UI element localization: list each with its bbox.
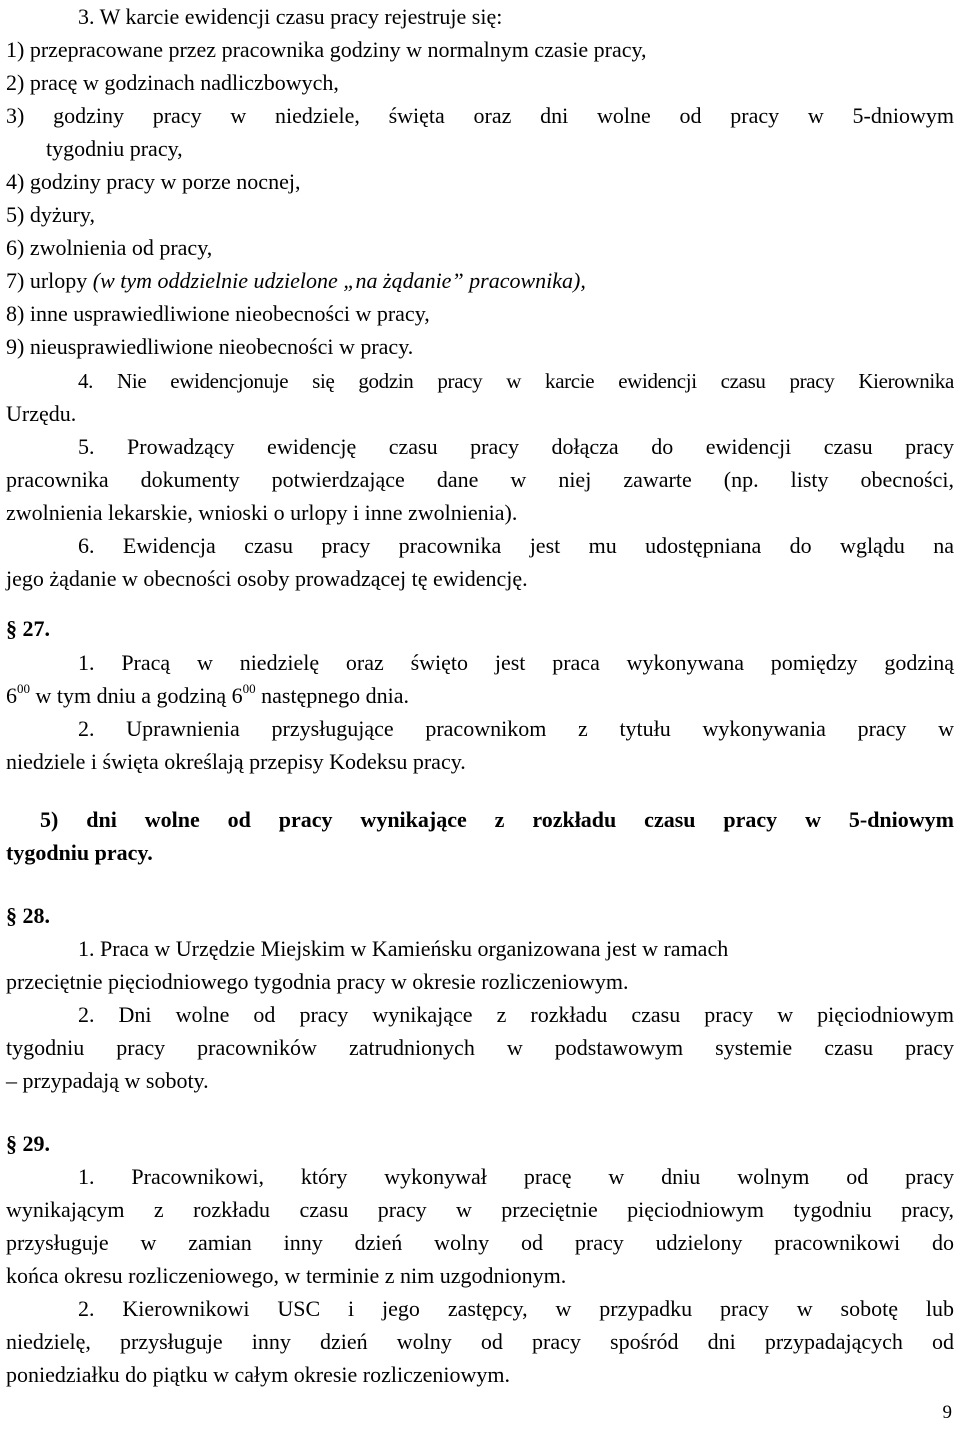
s27-p2-line-2: niedziele i święta określają przepisy Kodeksu pracy. xyxy=(6,749,466,774)
p5-line-3: zwolnienia lekarskie, wnioski o urlopy i inne zwolnienia). xyxy=(6,500,518,525)
p3-item-6: 6) zwolnienia od pracy, xyxy=(6,235,213,260)
section-29-heading: § 29. xyxy=(6,1131,50,1156)
p6-line-1: 6. Ewidencja czasu pracy pracownika jest mu udostępniana do wglądu na xyxy=(78,533,954,558)
s28-p1-line-2: przeciętnie pięciodniowego tygodnia pracy w okresie rozliczeniowym. xyxy=(6,969,629,994)
p3-item-1: 1) przepracowane przez pracownika godziny w normalnym czasie pracy, xyxy=(6,37,647,62)
s29-p2-line-1: 2. Kierownikowi USC i jego zastępcy, w przypadku pracy w sobotę lub xyxy=(78,1296,954,1321)
p4-line-1: 4. Nie ewidencjonuje się godzin pracy w karcie ewidencji czasu pracy Kierownika xyxy=(78,369,954,393)
s27-p1-end: następnego dnia. xyxy=(255,683,409,708)
p5-line-2: pracownika dokumenty potwierdzające dane w niej zawarte (np. listy obecności, xyxy=(6,467,954,492)
s27-sup-2: 00 xyxy=(242,681,256,696)
p3-item-5: 5) dyżury, xyxy=(6,202,95,227)
s29-p1-line-4: końca okresu rozliczeniowego, w terminie z nim uzgodnionym. xyxy=(6,1263,567,1288)
s29-p2-line-2: niedzielę, przysługuje inny dzień wolny od pracy spośród dni przypadających od xyxy=(6,1329,954,1354)
p3-item-9: 9) nieusprawiedliwione nieobecności w pracy. xyxy=(6,334,414,359)
s29-p1-line-2: wynikającym z rozkładu czasu pracy w przeciętnie pięciodniowym tygodniu pracy, xyxy=(6,1197,954,1222)
p3-item-3-cont: tygodniu pracy, xyxy=(46,136,183,161)
p5-line-1: 5. Prowadzący ewidencję czasu pracy dołącza do ewidencji czasu pracy xyxy=(78,434,954,459)
section-28-heading: § 28. xyxy=(6,903,50,928)
section-27-heading: § 27. xyxy=(6,616,50,641)
p3-item-8: 8) inne usprawiedliwione nieobecności w pracy, xyxy=(6,301,430,326)
s29-p1-line-1: 1. Pracownikowi, który wykonywał pracę w dniu wolnym od pracy xyxy=(78,1164,954,1189)
s28-p2-line-2: tygodniu pracy pracowników zatrudnionych w podstawowym systemie czasu pracy xyxy=(6,1035,954,1060)
s27-p1-line-1: 1. Pracą w niedzielę oraz święto jest praca wykonywana pomiędzy godziną xyxy=(78,650,954,675)
s27-sup-1: 00 xyxy=(17,681,30,696)
s28-p2-line-3: – przypadają w soboty. xyxy=(6,1068,209,1093)
p3-item-7 xyxy=(6,268,586,294)
s29-p2-line-3: poniedziałku do piątku w całym okresie rozliczeniowym. xyxy=(6,1362,511,1387)
s27-p1-line-2 xyxy=(6,683,409,709)
s27-p2-line-1: 2. Uprawnienia przysługujące pracownikom z tytułu wykonywania pracy w xyxy=(78,716,954,741)
p6-line-2: jego żądanie w obecności osoby prowadzącej tę ewidencję. xyxy=(6,566,528,591)
s29-p1-line-3: przysługuje w zamian inny dzień wolny od pracy udzielony pracownikowi do xyxy=(6,1230,954,1255)
p3-item-2: 2) pracę w godzinach nadliczbowych, xyxy=(6,70,339,95)
subheading-line-2: tygodniu pracy. xyxy=(6,840,153,865)
s28-p2-line-1: 2. Dni wolne od pracy wynikające z rozkładu czasu pracy w pięciodniowym xyxy=(78,1002,954,1027)
p3-item-7-text: 7) urlopy xyxy=(6,268,93,293)
p3-item-4: 4) godziny pracy w porze nocnej, xyxy=(6,169,301,194)
page-number: 9 xyxy=(942,1402,952,1423)
p4-line-2: Urzędu. xyxy=(6,401,77,426)
p3-item-7-italic: (w tym oddzielnie udzielone „na żądanie” pracownika), xyxy=(92,268,586,293)
p3-item-3: 3) godziny pracy w niedziele, święta oraz dni wolne od pracy w 5-dniowym xyxy=(6,103,954,128)
subheading-line-1: 5) dni wolne od pracy wynikające z rozkładu czasu pracy w 5-dniowym xyxy=(40,807,954,832)
p3-intro: 3. W karcie ewidencji czasu pracy rejestruje się: xyxy=(78,4,503,29)
s27-p1-mid: w tym dniu a godziną 6 xyxy=(30,683,243,708)
s28-p1-line-1: 1. Praca w Urzędzie Miejskim w Kamieńsku organizowana jest w ramach xyxy=(78,936,729,961)
s27-hour-6: 6 xyxy=(6,683,17,708)
